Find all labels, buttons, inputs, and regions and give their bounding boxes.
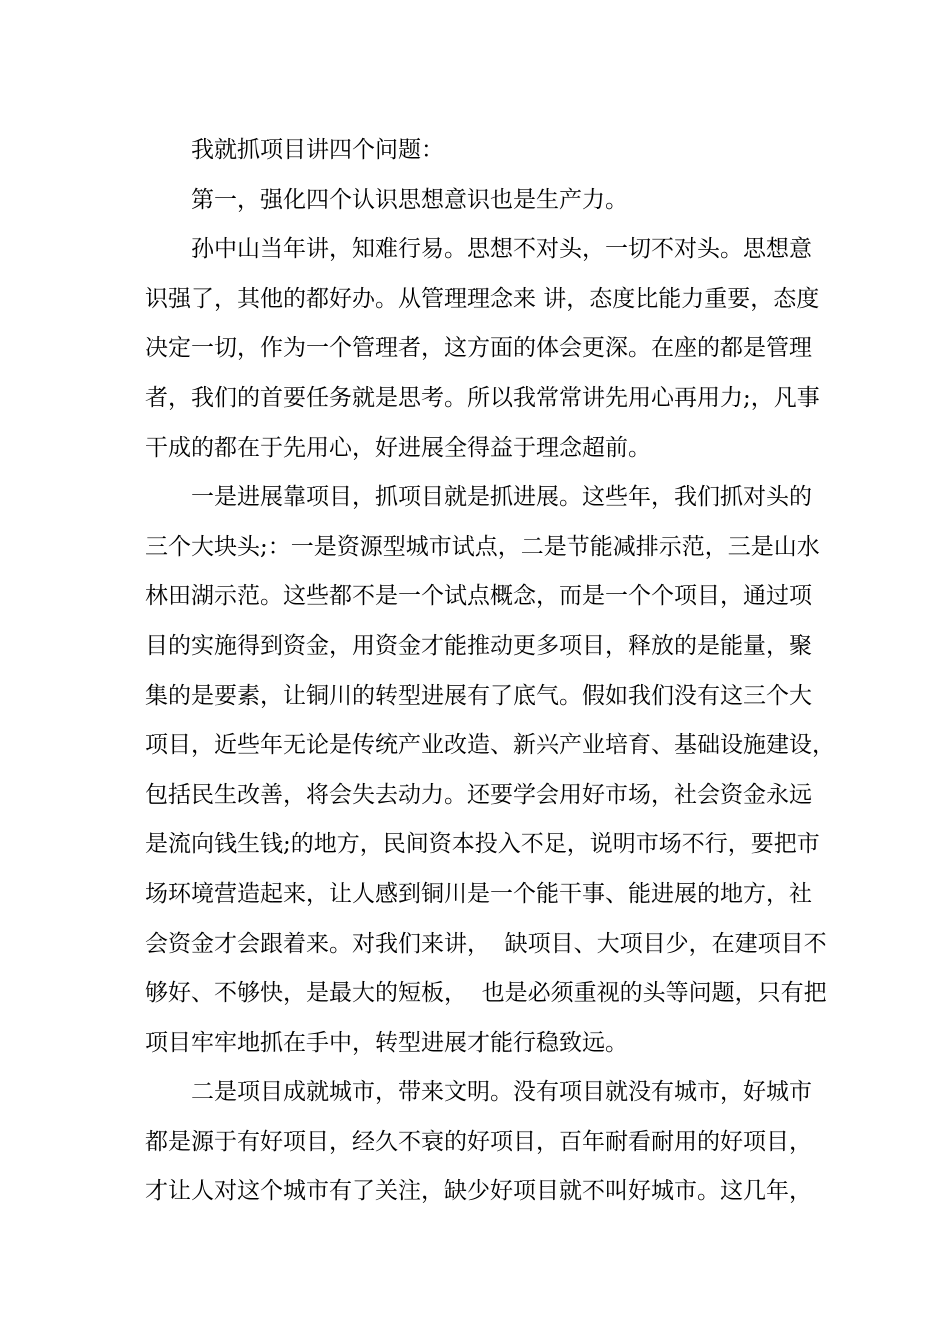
text-line: 林田湖示范。这些都不是一个试点概念，而是一个个项目，通过项 bbox=[145, 583, 812, 610]
text-line: 二是项目成就城市，带来文明。没有项目就没有城市，好城市 bbox=[191, 1079, 812, 1106]
text-line: 项目，近些年无论是传统产业改造、新兴产业培育、基础设施建设， bbox=[145, 732, 835, 759]
text-line: 第一，强化四个认识思想意识也是生产力。 bbox=[191, 186, 628, 213]
text-line: 目的实施得到资金，用资金才能推动更多项目，释放的是能量，聚 bbox=[145, 632, 812, 659]
text-line: 够好、不够快，是最大的短板， 也是必须重视的头等问题，只有把 bbox=[145, 980, 827, 1007]
text-line: 是流向钱生钱;的地方，民间资本投入不足，说明市场不行，要把市 bbox=[145, 831, 820, 858]
text-line: 集的是要素，让铜川的转型进展有了底气。假如我们没有这三个大 bbox=[145, 682, 812, 709]
text-line: 识强了，其他的都好办。从管理理念来 讲，态度比能力重要，态度 bbox=[145, 285, 820, 312]
text-line: 包括民生改善，将会失去动力。还要学会用好市场，社会资金永远 bbox=[145, 781, 812, 808]
text-line: 孙中山当年讲，知难行易。思想不对头，一切不对头。思想意 bbox=[191, 236, 812, 263]
paragraph-point-two bbox=[145, 1068, 810, 1217]
text-line: 者，我们的首要任务就是思考。所以我常常讲先用心再用力;，凡事 bbox=[145, 384, 820, 411]
text-line: 场环境营造起来，让人感到铜川是一个能干事、能进展的地方，社 bbox=[145, 880, 812, 907]
text-line: 一是进展靠项目，抓项目就是抓进展。这些年，我们抓对头的 bbox=[191, 484, 812, 511]
paragraph-sun-yatsen bbox=[145, 225, 820, 473]
text-line: 我就抓项目讲四个问题： bbox=[191, 137, 444, 163]
paragraph-point-one bbox=[145, 473, 835, 1068]
paragraph-section-one-heading bbox=[145, 176, 810, 226]
paragraph-intro bbox=[145, 126, 810, 176]
text-line: 会资金才会跟着来。对我们来讲， 缺项目、大项目少，在建项目不 bbox=[145, 930, 827, 957]
text-line: 才让人对这个城市有了关注，缺少好项目就不叫好城市。这几年， bbox=[145, 1178, 812, 1205]
document-body bbox=[145, 126, 835, 1217]
text-line: 干成的都在于先用心，好进展全得益于理念超前。 bbox=[145, 434, 651, 461]
text-line: 项目牢牢地抓在手中，转型进展才能行稳致远。 bbox=[145, 1029, 628, 1056]
text-line: 决定一切，作为一个管理者，这方面的体会更深。在座的都是管理 bbox=[145, 335, 812, 362]
text-line: 三个大块头;：一是资源型城市试点，二是节能减排示范，三是山水 bbox=[145, 533, 820, 560]
text-line: 都是源于有好项目，经久不衰的好项目，百年耐看耐用的好项目， bbox=[145, 1128, 812, 1155]
